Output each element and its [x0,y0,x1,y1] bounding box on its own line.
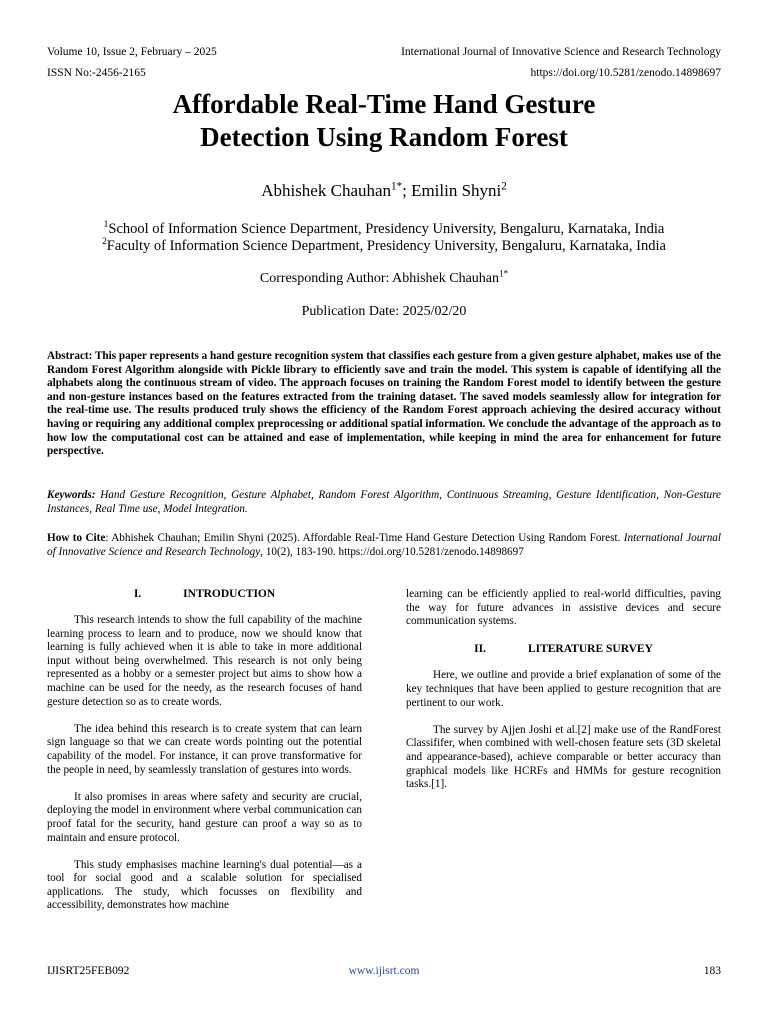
header-doi[interactable]: https://doi.org/10.5281/zenodo.14898697 [530,67,721,79]
section-title: LITERATURE SURVEY [527,643,653,656]
corresponding-author-mark: 1* [499,268,509,279]
abstract-label: Abstract: [47,350,93,362]
how-to-cite-journal: International Journal of Innovative Science and Research Technology [47,532,721,558]
section-number: I. [133,588,142,600]
keywords-label: Keywords: [47,489,96,501]
section-heading-introduction [47,587,362,601]
affiliation-1-mark: 1 [103,220,109,231]
author-1: Abhishek Chauhan [261,181,392,200]
intro-paragraph-3: It also promises in areas where safety and security are crucial, deploying the model in environment where verbal communication can proof fatal for the security, hand gesture can proof a way so as to maintain and ensure protocol. [47,790,362,844]
intro-paragraph-1: This research intends to show the full capability of the machine learning process to learn and to produce, now we should know that learning is fully achieved when it is able to take in more additional input without being overwhelmed. This research is not only being represented as a hobby or a semester project but aims to show how a machine can be used for the needy, as the research focuses of hand gesture detection so as to create words. [47,614,362,708]
lit-paragraph-2: The survey by Ajjen Joshi et al.[2] make use of the RandForest Classififer, when combined with well-chosen feature sets (3D skeletal and appearance-based), achieve comparable or better accuracy than graphical models like HCRFs and HMMs for gesture recognition tasks.[1]. [406,723,721,791]
section-number: II. [474,643,486,656]
intro-paragraph-4-continued: learning can be efficiently applied to real-world difficulties, paving the way for future advances in assistive devices and secure communication systems. [406,588,721,628]
how-to-cite-text-2: , 10(2), 183-190. https://doi.org/10.5281/zenodo.14898697 [260,545,524,558]
author-1-mark: 1* [391,180,403,193]
paper-title [40,88,728,154]
lit-paragraph-1: Here, we outline and provide a brief explanation of some of the key techniques that have been applied to gesture recognition that are pertinent to our work. [406,669,721,709]
header-issn: ISSN No:-2456-2165 [47,67,146,79]
right-column [406,588,721,805]
abstract [47,350,721,459]
left-column [47,587,362,927]
keywords-text: Hand Gesture Recognition, Gesture Alphabet, Random Forest Algorithm, Continuous Streaming, Gesture Identification, Non-Gesture Instances, Real Time use, Model Integration. [47,489,721,515]
header-journal: International Journal of Innovative Science and Research Technology [401,46,721,58]
section-heading-literature-survey [406,642,721,656]
affiliation-2 [40,237,728,255]
footer-paper-code: IJISRT25FEB092 [47,965,130,977]
corresponding-author-text: Corresponding Author: Abhishek Chauhan [259,271,500,286]
affiliation-1-text: School of Information Science Department, Presidency University, Bengaluru, Karnataka, India [108,221,665,237]
author-separator: ; [402,181,412,200]
author-2-mark: 2 [501,180,507,193]
header-volume: Volume 10, Issue 2, February – 2025 [47,46,217,58]
footer-page-number: 183 [703,965,721,977]
author-list [40,181,728,201]
author-2: Emilin Shyni [411,181,502,200]
footer-website-link[interactable]: www.ijisrt.com [348,965,420,977]
how-to-cite-text-1: : Abhishek Chauhan; Emilin Shyni (2025). Affordable Real-Time Hand Gesture Detection Using Random Forest. [105,532,624,544]
affiliation-1 [40,220,728,238]
corresponding-author [40,270,728,288]
how-to-cite [47,532,721,559]
how-to-cite-label: How to Cite [47,532,106,544]
affiliation-2-text: Faculty of Information Science Department, Presidency University, Bengaluru, Karnataka, India [106,238,666,254]
paper-title-line-1: Affordable Real-Time Hand Gesture [172,89,596,119]
affiliation-2-mark: 2 [102,237,107,248]
intro-paragraph-2: The idea behind this research is to create system that can learn sign language so that we can create words pointing out the potential capability of the model. For instance, it can prove transformative for the people in need, by seamlessly translation of gestures into words. [47,722,362,776]
publication-date: Publication Date: 2025/02/20 [301,304,467,319]
abstract-text: This paper represents a hand gesture recognition system that classifies each gesture from a given gesture alphabet, makes use of the Random Forest Algorithm alongside with Pickle library to efficiently save and train the model. This system is capable of identifying all the alphabets along the continuous stream of video. The approach focuses on training the Random Forest model to identify between the gesture and non-gesture instances based on the features extracted from the training dataset. The saved models seamlessly allow for integration for the real-time use. The results produced truly shows the efficiency of the Random Forest approach achieving the desired accuracy without having or requiring any additional complex preprocessing or additional spatial information. We conclude the advantage of the approach as to how low the computational cost can be attained and ease of implementation, while keeping in mind the area for enhancement for future perspective. [47,350,721,458]
keywords [47,489,721,516]
section-title: INTRODUCTION [183,588,276,600]
intro-paragraph-4: This study emphasises machine learning's dual potential—as a tool for social good and a scalable solution for specialised applications. The study, which focusses on flexibility and accessibility, demonstrates how machine [47,858,362,912]
paper-title-line-2: Detection Using Random Forest [200,122,568,152]
